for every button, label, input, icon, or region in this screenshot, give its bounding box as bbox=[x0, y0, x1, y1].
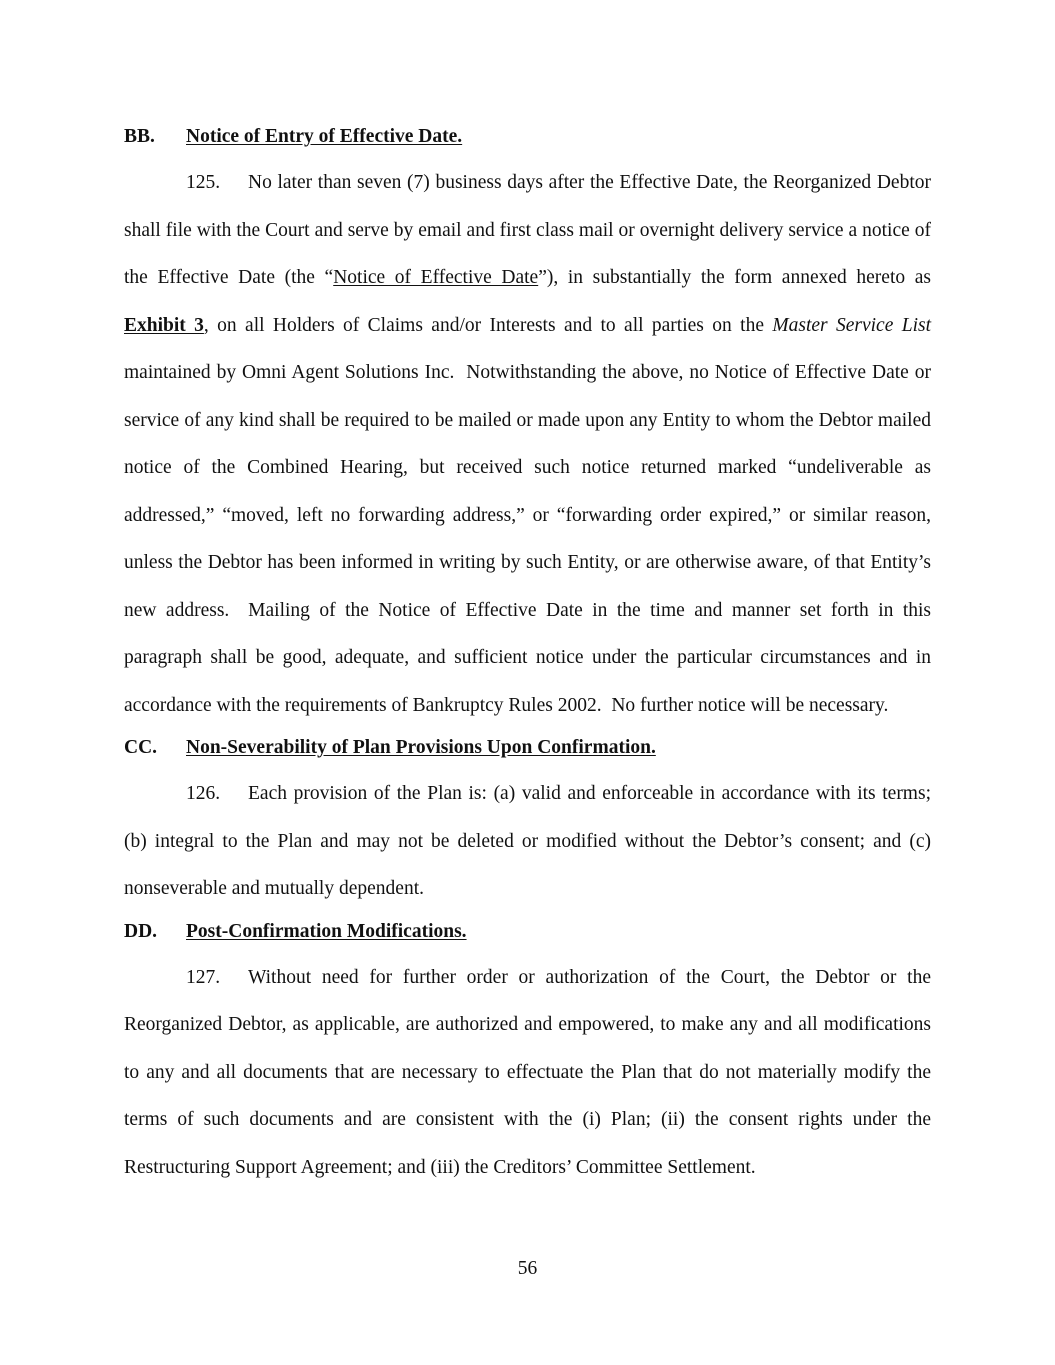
paragraph-text: maintained by Omni Agent Solutions Inc. Notwithstanding the above, no Notice of Effective Date or service of any kind shall be required to be mailed or made upon any Entity to whom the Debtor mailed notice of the Combined Hearing, but received such notice returned marked “undeliverable as addressed,” “moved, left no forwarding address,” or “forwarding order expired,” or similar reason, unless the Debtor has been informed in writing by such Entity, or are otherwise aware, of that Entity’s new address. Mailing of the Notice of Effective Date in the time and manner set forth in this paragraph shall be good, adequate, and sufficient notice under the particular circumstances and in accordance with the requirements of Bankruptcy Rules 2002. No further notice will be necessary. bbox=[124, 362, 931, 716]
paragraph-125 bbox=[124, 159, 931, 729]
exhibit-reference: Exhibit 3 bbox=[124, 314, 204, 336]
section-heading-dd bbox=[124, 917, 931, 947]
section-title: Notice of Entry of Effective Date. bbox=[186, 126, 463, 147]
section-title: Post-Confirmation Modifications. bbox=[186, 920, 467, 942]
paragraph-text: , on all Holders of Claims and/or Interests and to all parties on the bbox=[203, 314, 773, 336]
section-heading-bb bbox=[124, 122, 931, 152]
paragraph-127 bbox=[124, 954, 931, 1192]
defined-term: Notice of Effective Date bbox=[333, 267, 539, 288]
paragraph-text: Without need for further order or authorization of the Court, the Debtor or the Reorganized Debtor, as applicable, are authorized and empowered, to make any and all modifications to any and all documents that are necessary to effectuate the Plan that do not materially modify the terms of such documents and are consistent with the (i) Plan; (ii) the consent rights under the Restructuring Support Agreement; and (iii) the Creditors’ Committee Settlement. bbox=[124, 966, 931, 1178]
section-title: Non-Severability of Plan Provisions Upon Confirmation. bbox=[186, 737, 656, 758]
document-page bbox=[124, 122, 931, 1191]
paragraph-text: ”), in substantially the form annexed hereto as bbox=[538, 267, 931, 288]
paragraph-number: 126. bbox=[186, 783, 221, 804]
section-letter: BB. bbox=[124, 126, 155, 147]
paragraph-126 bbox=[124, 770, 931, 913]
section-heading-cc bbox=[124, 733, 931, 763]
page-number: 56 bbox=[517, 1258, 538, 1279]
italic-term: Master Service List bbox=[772, 314, 932, 336]
section-letter: DD. bbox=[124, 920, 158, 942]
section-letter: CC. bbox=[124, 737, 158, 758]
paragraph-text: Each provision of the Plan is: (a) valid and enforceable in accordance with its terms; (b) integral to the Plan and may not be deleted or modified without the Debtor’s consent; and (c) nonseverable and mutually dependent. bbox=[124, 783, 931, 899]
paragraph-text: No later than seven (7) business days after the Effective Date, the Reorganized Debtor shall file with the Court and serve by email and first class mail or overnight delivery service a notice of the Effective Date (the “ bbox=[124, 172, 931, 288]
paragraph-number: 125. bbox=[186, 172, 221, 193]
paragraph-number: 127. bbox=[186, 966, 221, 988]
